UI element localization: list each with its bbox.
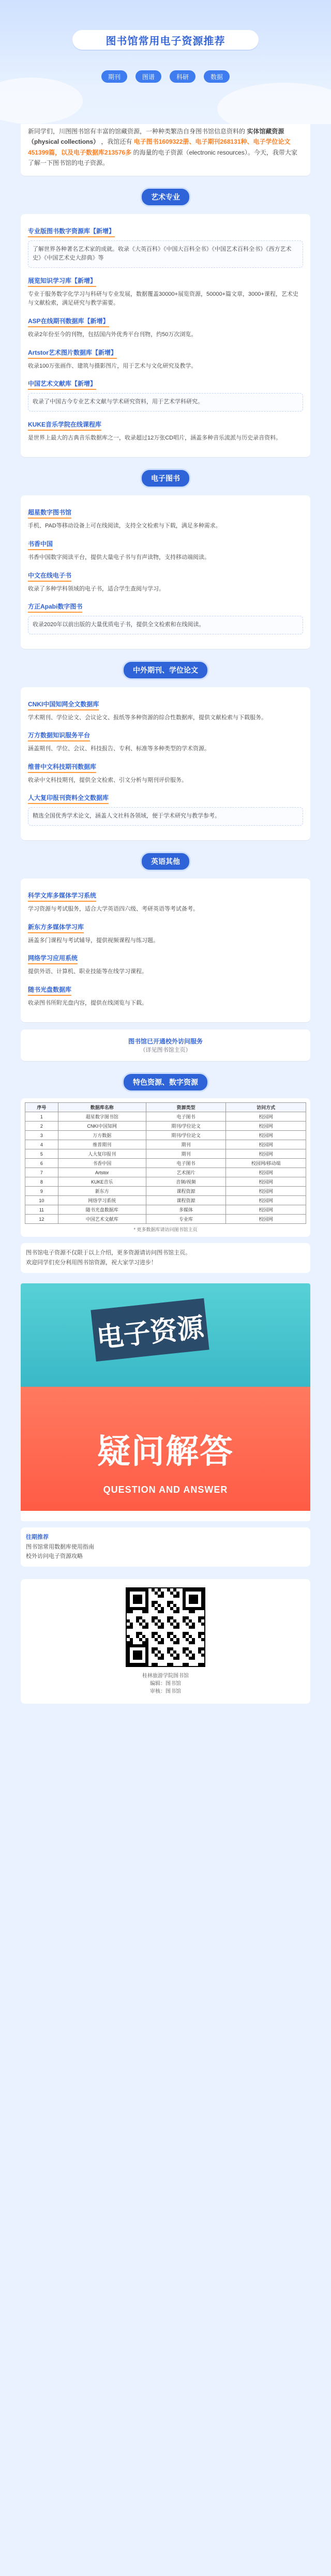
section-head <box>0 1072 331 1092</box>
item-body: 学习资源与考试服务，适合大学英语四六级、考研英语等考试备考。 <box>28 906 199 913</box>
resource-table <box>25 1102 306 1224</box>
credits-org: 桂林旅游学院图书馆 <box>142 1673 189 1679</box>
table-cell: 艺术图片 <box>146 1168 226 1177</box>
list-item <box>28 275 303 308</box>
table-cell: 课程资源 <box>146 1196 226 1205</box>
table-cell: 人大复印报刊 <box>58 1149 146 1159</box>
table-header: 资源类型 <box>146 1103 226 1112</box>
item-title[interactable]: 展览知识学习库【新增】 <box>28 275 96 287</box>
list-item <box>28 984 303 1008</box>
item-body: 手机、PAD等移动设备上可在线阅读，支持全文检索与下载，满足多种需求。 <box>28 523 221 529</box>
item-title[interactable]: 专业版图书数字资源库【新增】 <box>28 225 115 237</box>
list-item <box>28 792 303 826</box>
item-body: 收录100万张画作、建筑与摄影图片，用于艺术与文化研究及教学。 <box>28 362 197 369</box>
item-title[interactable]: ASP在线期刊数据库【新增】 <box>28 315 109 327</box>
item-body: 涵盖期刊、学位、会议、科技报告、专利、标准等多种类型的学术资源。 <box>28 746 210 752</box>
table-cell: 9 <box>25 1187 58 1196</box>
table-cell: 校园网 <box>226 1205 306 1215</box>
item-body: 收录中文科技期刊，提供全文检索、引文分析与期刊评价服务。 <box>28 777 187 783</box>
section-head <box>0 187 331 207</box>
item-body: 精选全国优秀学术论文，涵盖人文社科各领域，便于学术研究与教学参考。 <box>28 807 303 826</box>
closing-p1: 图书馆电子资源不仅限于以上介绍，更多资源请访问图书馆主页。 <box>26 1250 191 1256</box>
resource-table-card <box>21 1098 310 1237</box>
table-cell: 超星数字图书馆 <box>58 1112 146 1122</box>
item-title[interactable]: 方正Apabi数字图书 <box>28 601 82 613</box>
list-item <box>28 730 303 754</box>
item-body: 是世界上最大的古典音乐数据库之一，收录超过12万张CD唱片，涵盖多种音乐流派与历史录音资料。 <box>28 434 282 441</box>
promo-line2: 疑问解答 <box>97 1432 234 1470</box>
table-cell: 期刊/学位论文 <box>146 1131 226 1140</box>
table-cell: 7 <box>25 1168 58 1177</box>
credits-review: 审核：图书馆 <box>150 1688 181 1694</box>
table-cell: 校园网 <box>226 1187 306 1196</box>
promo-line1: 电子资源 <box>91 1298 209 1361</box>
hero <box>0 0 331 124</box>
table-cell: CNKI中国知网 <box>58 1122 146 1131</box>
table-cell: 3 <box>25 1131 58 1140</box>
table-cell: 新东方 <box>58 1187 146 1196</box>
table-row <box>25 1140 306 1149</box>
table-cell: 5 <box>25 1149 58 1159</box>
recommend-links <box>21 1527 310 1567</box>
links-title: 往期推荐 <box>26 1534 49 1540</box>
table-header: 数据库名称 <box>58 1103 146 1112</box>
section-title: 英语其他 <box>140 852 191 871</box>
item-title[interactable]: 中国艺术文献库【新增】 <box>28 378 96 390</box>
section-card <box>21 687 310 840</box>
table-cell: 专业库 <box>146 1215 226 1224</box>
item-title[interactable]: 随书光盘数据库 <box>28 984 71 996</box>
table-row <box>25 1215 306 1224</box>
promo-top <box>21 1283 310 1387</box>
item-title[interactable]: 新东方多媒体学习库 <box>28 921 84 933</box>
item-body: 收录了多种学科领域的电子书，适合学生查阅与学习。 <box>28 585 164 592</box>
table-cell: 校园网 <box>226 1112 306 1122</box>
item-body: 书香中国数字阅读平台，提供大量电子书与有声读物，支持移动端阅读。 <box>28 554 210 560</box>
table-cell: 书香中国 <box>58 1159 146 1168</box>
intro-counts: 电子图书1609322册、电子期刊268131种、电子学位论文451399篇，以及电子数据库213576多 <box>28 138 291 156</box>
table-cell: 多媒体 <box>146 1205 226 1215</box>
table-cell: 电子图书 <box>146 1159 226 1168</box>
table-section-title: 特色资源、数字资源 <box>122 1072 209 1092</box>
table-cell: 校园网 <box>226 1140 306 1149</box>
tag-journals[interactable]: 期刊 <box>101 70 127 83</box>
table-cell: 校园网 <box>226 1196 306 1205</box>
table-cell: 2 <box>25 1122 58 1131</box>
link-2[interactable]: 校外访问电子资源攻略 <box>26 1553 83 1560</box>
section-card <box>21 495 310 648</box>
qr-module <box>201 1663 204 1666</box>
table-cell: 校园网 <box>226 1177 306 1187</box>
intro-text-3: ，我馆还有 <box>101 138 132 146</box>
table-cell: Artstor <box>58 1168 146 1177</box>
credits-editor: 编辑：图书馆 <box>150 1680 181 1687</box>
table-row <box>25 1149 306 1159</box>
table-row <box>25 1196 306 1205</box>
table-cell: 校园网 <box>226 1168 306 1177</box>
item-title[interactable]: CNKI中国知网全文数据库 <box>28 699 99 710</box>
item-title[interactable]: 网络学习应用系统 <box>28 952 78 964</box>
table-cell: 网络学习系统 <box>58 1196 146 1205</box>
table-header: 序号 <box>25 1103 58 1112</box>
promo-line3: QUESTION AND ANSWER <box>103 1484 228 1495</box>
table-cell: 课程资源 <box>146 1187 226 1196</box>
table-cell: 期刊 <box>146 1149 226 1159</box>
list-item <box>28 890 303 914</box>
item-title[interactable]: KUKE音乐学院在线课程库 <box>28 419 101 431</box>
section-title: 电子图书 <box>140 468 191 488</box>
intro-text-1: 新同学们，川图图书馆有丰富的馆藏资源，一种种类繁浩自身图书馆信息资料的 <box>28 128 246 135</box>
table-cell: 校园网 <box>226 1149 306 1159</box>
table-cell: KUKE音乐 <box>58 1177 146 1187</box>
table-row <box>25 1205 306 1215</box>
section-head <box>0 468 331 488</box>
intro-text-5: 的海量的电子资源（electronic resources）。今天，我带大家了解一下图书馆的电子资源。 <box>28 148 297 167</box>
item-body: 涵盖多门课程与考试辅导，提供视频课程与练习题。 <box>28 937 159 944</box>
list-item <box>28 570 303 594</box>
item-title[interactable]: 书香中国 <box>28 538 53 550</box>
table-cell: 维普期刊 <box>58 1140 146 1149</box>
gate-card <box>21 1029 310 1061</box>
table-cell: 期刊 <box>146 1140 226 1149</box>
item-title[interactable]: 万方数据知识服务平台 <box>28 730 90 741</box>
table-cell: 10 <box>25 1196 58 1205</box>
table-cell: 校园网 <box>226 1215 306 1224</box>
table-cell: 1 <box>25 1112 58 1122</box>
credits <box>142 1672 189 1695</box>
link-1[interactable]: 图书馆常用数据库使用指南 <box>26 1543 94 1550</box>
item-title[interactable]: 人大复印报刊资料全文数据库 <box>28 792 109 804</box>
table-row <box>25 1187 306 1196</box>
list-item <box>28 761 303 785</box>
table-row <box>25 1168 306 1177</box>
item-body: 收录图书所附光盘内容，提供在线浏览与下载。 <box>28 999 147 1006</box>
table-header: 访问方式 <box>226 1103 306 1112</box>
gate-notice: 图书馆已开通校外访问服务 <box>128 1038 203 1045</box>
item-body: 了解世界各种著名艺术家的成就。收录《大英百科》《中国大百科全书》《中国艺术百科全书》《西方艺术史》《中国艺术史大辞典》等 <box>28 240 303 268</box>
list-item <box>28 538 303 563</box>
list-item <box>28 507 303 531</box>
list-item <box>28 601 303 634</box>
section-title: 中外期刊、学位论文 <box>122 660 209 680</box>
item-title[interactable]: 超星数字图书馆 <box>28 507 71 519</box>
intro-card <box>21 119 310 176</box>
item-title[interactable]: Artstor艺术图片数据库【新增】 <box>28 347 117 359</box>
list-item <box>28 419 303 443</box>
qr-block <box>21 1579 310 1704</box>
table-cell: 校园网/移动端 <box>226 1159 306 1168</box>
list-item <box>28 699 303 723</box>
promo-bottom <box>21 1387 310 1511</box>
table-cell: 电子图书 <box>146 1112 226 1122</box>
list-item <box>28 952 303 977</box>
item-title[interactable]: 科学文库多媒体学习系统 <box>28 890 96 902</box>
tag-research[interactable]: 科研 <box>170 70 195 83</box>
cloud <box>0 78 83 124</box>
list-item <box>28 347 303 371</box>
table-cell: 4 <box>25 1140 58 1149</box>
table-cell: 音频/视频 <box>146 1177 226 1187</box>
table-row <box>25 1122 306 1131</box>
table-cell: 期刊/学位论文 <box>146 1122 226 1131</box>
section-title: 艺术专业 <box>140 187 191 207</box>
tag-row <box>0 70 331 83</box>
table-cell: 6 <box>25 1159 58 1168</box>
table-cell: 11 <box>25 1205 58 1215</box>
table-row <box>25 1112 306 1122</box>
closing-p2: 欢迎同学们充分利用图书馆资源，祝大家学习进步！ <box>26 1260 157 1266</box>
item-title[interactable]: 中文在线电子书 <box>28 570 71 582</box>
table-note: * 更多数据库请访问图书馆主页 <box>133 1227 198 1233</box>
table-body <box>25 1112 306 1224</box>
item-body: 收录了中国古今专业艺术文献与学术研究资料，用于艺术学科研究。 <box>28 393 303 412</box>
table-row <box>25 1131 306 1140</box>
table-cell: 校园网 <box>226 1122 306 1131</box>
section-card <box>21 878 310 1022</box>
item-title[interactable]: 维普中文科技期刊数据库 <box>28 761 96 773</box>
item-body: 学术期刊、学位论文、会议论文、报纸等多种资源的综合性数据库，提供文献检索与下载服务。 <box>28 714 267 721</box>
item-body: 收录2年份至今的刊物，包括国内外优秀平台刊物，约50万次浏览。 <box>28 331 197 338</box>
table-cell: 随书光盘数据库 <box>58 1205 146 1215</box>
qr-code[interactable] <box>126 1587 205 1667</box>
page-title: 图书馆常用电子资源推荐 <box>72 30 259 50</box>
promo-banner <box>21 1283 310 1521</box>
closing-text <box>21 1243 310 1272</box>
item-body: 提供外语、计算机、职业技能等在线学习课程。 <box>28 968 147 975</box>
table-cell: 中国艺术文献库 <box>58 1215 146 1224</box>
table-cell: 12 <box>25 1215 58 1224</box>
table-row <box>25 1159 306 1168</box>
cloud <box>217 83 331 124</box>
item-body: 收录2020年以前出版的大量优质电子书，提供全文检索和在线阅读。 <box>28 616 303 634</box>
gate-sub: （详见图书馆主页） <box>140 1047 191 1054</box>
section-card <box>21 214 310 458</box>
list-item <box>28 378 303 412</box>
table-row <box>25 1177 306 1187</box>
tag-atlas[interactable]: 图谱 <box>136 70 161 83</box>
section-head <box>0 660 331 680</box>
tag-data[interactable]: 数据 <box>204 70 230 83</box>
list-item <box>28 921 303 946</box>
list-item <box>28 225 303 268</box>
table-cell: 8 <box>25 1177 58 1187</box>
list-item <box>28 315 303 340</box>
item-body: 专业于服务数字化学习与科研与专业发展，数据覆盖30000+展览资源，50000+篇文章，3000+课程，艺术史与文献检索，满足研究与教学需要。 <box>28 291 298 307</box>
table-cell: 校园网 <box>226 1131 306 1140</box>
table-cell: 万方数据 <box>58 1131 146 1140</box>
section-head <box>0 852 331 871</box>
intro-physical: 实体馆藏资源（physical collections） <box>28 128 284 146</box>
